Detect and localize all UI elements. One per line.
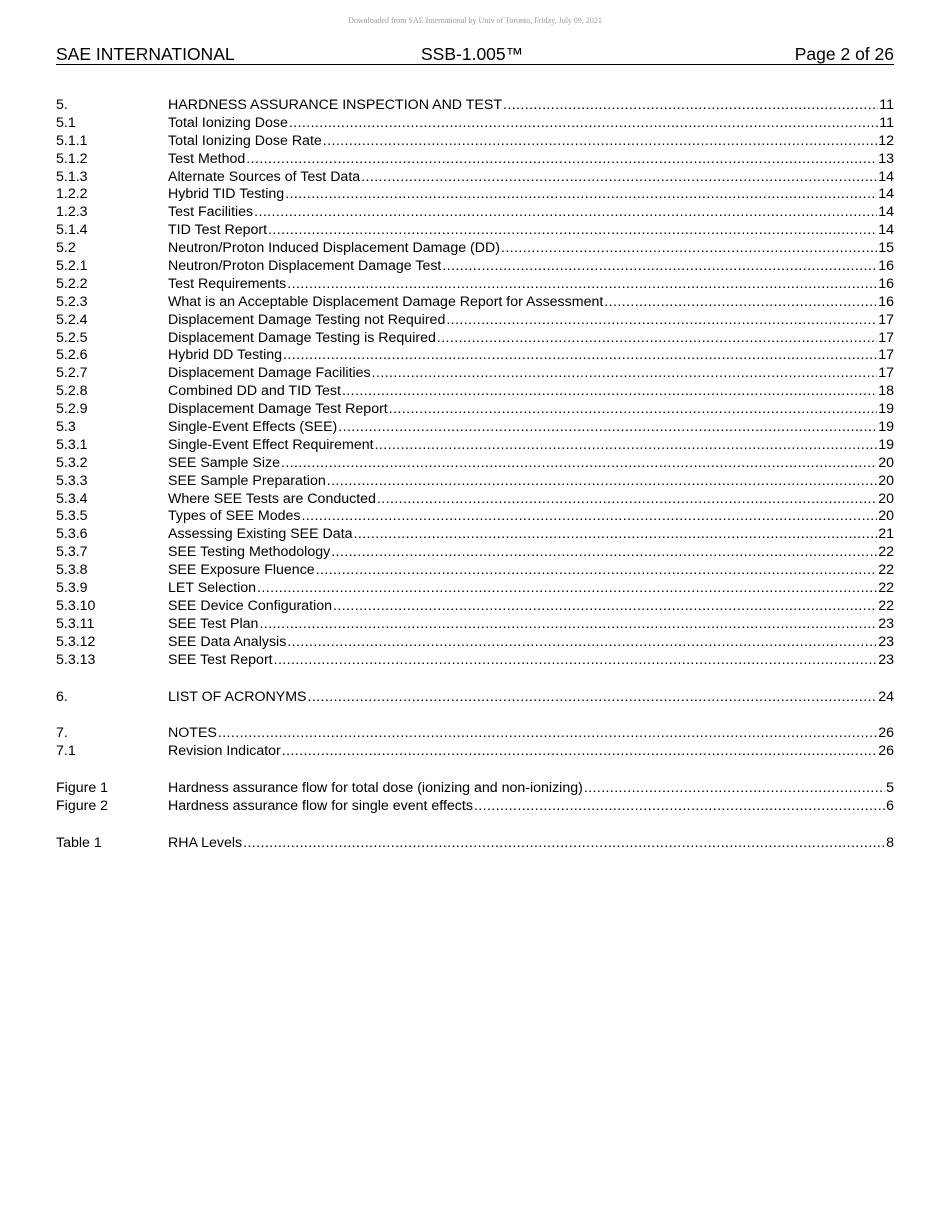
toc-entry-title: SEE Test Report <box>168 651 273 668</box>
toc-entry[interactable] <box>56 133 894 151</box>
toc-entry-page: 14 <box>878 168 894 185</box>
toc-entry-page: 23 <box>878 633 894 650</box>
toc-entry-line <box>168 419 894 437</box>
toc-entry[interactable] <box>56 798 894 816</box>
toc-entry[interactable] <box>56 743 894 761</box>
toc-entry-page: 24 <box>878 688 894 705</box>
toc-entry[interactable] <box>56 491 894 509</box>
toc-dot-leader <box>287 634 877 652</box>
toc-entry-page: 26 <box>878 725 894 742</box>
toc-entry-page: 15 <box>878 240 894 257</box>
toc-entry[interactable] <box>56 312 894 330</box>
toc-dot-leader <box>327 473 877 491</box>
toc-entry-page: 22 <box>878 562 894 579</box>
toc-entry-number: 1.2.3 <box>56 204 88 221</box>
toc-entry-page: 20 <box>878 508 894 525</box>
toc-entry[interactable] <box>56 169 894 187</box>
toc-entry-title: Total Ionizing Dose Rate <box>168 132 322 149</box>
toc-entry[interactable] <box>56 186 894 204</box>
toc-entry-line <box>168 401 894 419</box>
toc-entry-title: SEE Sample Size <box>168 454 280 471</box>
toc-entry-number: 5.3.8 <box>56 562 88 579</box>
toc-entry[interactable] <box>56 347 894 365</box>
toc-entry-page: 20 <box>878 454 894 471</box>
toc-entry-number: 5.3.11 <box>56 615 95 632</box>
toc-entry[interactable] <box>56 562 894 580</box>
toc-entry-title: Neutron/Proton Displacement Damage Test <box>168 258 442 275</box>
toc-entry-page: 16 <box>878 275 894 292</box>
toc-entry-page: 16 <box>878 293 894 310</box>
toc-spacer <box>56 816 894 835</box>
toc-dot-leader <box>442 258 877 276</box>
toc-dot-leader <box>604 294 877 312</box>
toc-entry-line <box>168 383 894 401</box>
toc-entry-line <box>168 97 894 115</box>
toc-entry-line <box>168 455 894 473</box>
toc-entry[interactable] <box>56 115 894 133</box>
toc-entry-number: 5.3.3 <box>56 472 88 489</box>
toc-entry[interactable] <box>56 689 894 707</box>
toc-entry-title: LET Selection <box>168 580 257 597</box>
toc-group-section-7 <box>56 725 894 761</box>
toc-entry-page: 5 <box>886 780 894 797</box>
toc-group-figures <box>56 780 894 816</box>
toc-entry-title: Hybrid TID Testing <box>168 186 285 203</box>
toc-entry-line <box>168 616 894 634</box>
toc-entry-line <box>168 473 894 491</box>
toc-dot-leader <box>259 616 877 634</box>
toc-entry-page: 17 <box>878 329 894 346</box>
toc-entry-page: 18 <box>878 383 894 400</box>
toc-entry-line <box>168 258 894 276</box>
toc-entry-title: Revision Indicator <box>168 743 281 760</box>
toc-dot-leader <box>331 544 877 562</box>
toc-entry[interactable] <box>56 780 894 798</box>
toc-entry-number: 7. <box>56 725 68 742</box>
toc-dot-leader <box>501 240 877 258</box>
toc-entry-line <box>168 186 894 204</box>
toc-entry-line <box>168 240 894 258</box>
toc-entry-line <box>168 330 894 348</box>
toc-entry-title: SEE Sample Preparation <box>168 472 326 489</box>
toc-entry-number: 5.1 <box>56 114 76 131</box>
toc-dot-leader <box>289 115 878 133</box>
toc-group-tables <box>56 835 894 853</box>
toc-entry-number: Figure 1 <box>56 780 109 797</box>
toc-dot-leader <box>316 562 878 580</box>
toc-entry-page: 23 <box>878 651 894 668</box>
toc-entry-number: Table 1 <box>56 834 102 851</box>
toc-dot-leader <box>584 780 885 798</box>
toc-entry-line <box>168 151 894 169</box>
toc-entry-page: 14 <box>878 204 894 221</box>
toc-entry-title: Hybrid DD Testing <box>168 347 283 364</box>
toc-entry[interactable] <box>56 473 894 491</box>
toc-entry-number: 5.3.5 <box>56 508 88 525</box>
toc-entry-number: 5.1.3 <box>56 168 88 185</box>
toc-entry-page: 26 <box>878 743 894 760</box>
toc-entry-title: Types of SEE Modes <box>168 508 301 525</box>
toc-entry-page: 21 <box>878 526 894 543</box>
toc-entry-title: Test Method <box>168 150 246 167</box>
toc-entry-title: Displacement Damage Test Report <box>168 401 388 418</box>
toc-entry-title: Assessing Existing SEE Data <box>168 526 353 543</box>
toc-entry-page: 11 <box>879 97 894 113</box>
toc-entry-title: Displacement Damage Testing not Required <box>168 311 446 328</box>
toc-dot-leader <box>274 652 878 670</box>
toc-entry-line <box>168 204 894 222</box>
toc-entry-page: 6 <box>886 798 894 815</box>
toc-entry[interactable] <box>56 419 894 437</box>
toc-entry[interactable] <box>56 652 894 670</box>
toc-entry-title: Total Ionizing Dose <box>168 114 288 131</box>
download-watermark: Downloaded from SAE International by Univ of Toronto, Friday, July 09, 2021 <box>348 16 602 25</box>
toc-dot-leader <box>282 743 877 761</box>
toc-entry[interactable] <box>56 526 894 544</box>
toc-entry-line <box>168 276 894 294</box>
toc-dot-leader <box>372 365 878 383</box>
toc-entry-title: Single-Event Effect Requirement <box>168 436 374 453</box>
toc-entry-line <box>168 544 894 562</box>
toc-entry-line <box>168 294 894 312</box>
toc-entry-title: NOTES <box>168 725 217 742</box>
toc-entry-number: Figure 2 <box>56 798 109 815</box>
toc-entry-page: 22 <box>878 580 894 597</box>
toc-dot-leader <box>342 383 877 401</box>
toc-dot-leader <box>377 491 877 509</box>
toc-entry-title: SEE Test Plan <box>168 615 259 632</box>
toc-dot-leader <box>287 276 877 294</box>
toc-entry-title: HARDNESS ASSURANCE INSPECTION AND TEST <box>168 97 503 113</box>
toc-entry-number: 5.2.8 <box>56 383 88 400</box>
toc-entry[interactable] <box>56 725 894 743</box>
toc-entry-number: 5.3.6 <box>56 526 88 543</box>
toc-entry[interactable] <box>56 294 894 312</box>
toc-entry-title: SEE Data Analysis <box>168 633 287 650</box>
table-of-contents <box>56 97 894 853</box>
toc-entry-page: 22 <box>878 544 894 561</box>
toc-entry-title: Hardness assurance flow for total dose (ionizing and non-ionizing) <box>168 780 583 797</box>
toc-entry-line <box>168 526 894 544</box>
toc-entry-line <box>168 437 894 455</box>
toc-dot-leader <box>354 526 878 544</box>
toc-entry-title: Neutron/Proton Induced Displacement Damage (DD) <box>168 240 500 257</box>
toc-entry-number: 5.2.6 <box>56 347 88 364</box>
page-header <box>56 44 894 65</box>
toc-entry-page: 17 <box>878 365 894 382</box>
toc-entry-page: 22 <box>878 597 894 614</box>
toc-entry-page: 16 <box>878 258 894 275</box>
header-page-number: Page 2 of 26 <box>794 44 894 64</box>
toc-entry-page: 19 <box>878 401 894 418</box>
toc-entry-title: Alternate Sources of Test Data <box>168 168 361 185</box>
toc-entry-line <box>168 725 894 743</box>
toc-entry-number: 5.3.1 <box>56 436 88 453</box>
toc-entry-line <box>168 835 894 853</box>
toc-entry-number: 5.2.7 <box>56 365 88 382</box>
toc-dot-leader <box>257 580 877 598</box>
toc-entry-number: 5.3.2 <box>56 454 88 471</box>
toc-spacer <box>56 670 894 689</box>
toc-entry-number: 5.1.1 <box>56 132 88 149</box>
toc-entry[interactable] <box>56 437 894 455</box>
toc-spacer <box>56 761 894 780</box>
toc-entry-page: 17 <box>878 347 894 364</box>
toc-dot-leader <box>246 151 877 169</box>
toc-dot-leader <box>285 186 877 204</box>
toc-dot-leader <box>254 204 877 222</box>
toc-entry-number: 5.2.3 <box>56 293 88 310</box>
toc-entry[interactable] <box>56 835 894 853</box>
toc-entry[interactable] <box>56 455 894 473</box>
toc-entry-title: Displacement Damage Testing is Required <box>168 329 436 346</box>
toc-entry-number: 5.3.13 <box>56 651 96 668</box>
toc-entry[interactable] <box>56 240 894 258</box>
toc-entry-number: 5.3.4 <box>56 490 88 507</box>
toc-entry[interactable] <box>56 97 894 115</box>
toc-group-section-6 <box>56 689 894 707</box>
toc-entry-title: Where SEE Tests are Conducted <box>168 490 376 507</box>
toc-entry[interactable] <box>56 365 894 383</box>
toc-entry[interactable] <box>56 580 894 598</box>
toc-entry-line <box>168 365 894 383</box>
toc-dot-leader <box>503 97 878 115</box>
toc-entry-title: Test Requirements <box>168 275 287 292</box>
toc-entry-title: Displacement Damage Facilities <box>168 365 371 382</box>
toc-entry-line <box>168 508 894 526</box>
toc-entry-line <box>168 598 894 616</box>
toc-entry-line <box>168 798 894 816</box>
toc-entry-title: Single-Event Effects (SEE) <box>168 419 338 436</box>
toc-dot-leader <box>361 169 877 187</box>
toc-entry-number: 6. <box>56 688 68 705</box>
toc-entry[interactable] <box>56 276 894 294</box>
toc-entry-page: 19 <box>878 419 894 436</box>
toc-entry-page: 11 <box>879 114 894 131</box>
toc-entry-line <box>168 347 894 365</box>
toc-dot-leader <box>301 508 877 526</box>
toc-entry-title: Hardness assurance flow for single event effects <box>168 798 473 815</box>
toc-entry-number: 5.3.12 <box>56 633 96 650</box>
toc-entry-line <box>168 743 894 761</box>
toc-dot-leader <box>375 437 878 455</box>
toc-entry-line <box>168 491 894 509</box>
toc-entry-line <box>168 133 894 151</box>
toc-dot-leader <box>281 455 877 473</box>
toc-entry-line <box>168 115 894 133</box>
toc-entry-page: 23 <box>878 615 894 632</box>
toc-dot-leader <box>323 133 877 151</box>
toc-entry[interactable] <box>56 330 894 348</box>
toc-entry-number: 5.2.5 <box>56 329 88 346</box>
toc-entry[interactable] <box>56 598 894 616</box>
toc-entry-number: 7.1 <box>56 743 76 760</box>
toc-entry-number: 5.3.9 <box>56 580 88 597</box>
header-organization: SAE INTERNATIONAL <box>56 44 235 64</box>
toc-dot-leader <box>283 347 877 365</box>
toc-entry-page: 20 <box>878 472 894 489</box>
toc-dot-leader <box>308 689 878 707</box>
toc-entry-number: 5.1.2 <box>56 150 88 167</box>
toc-entry[interactable] <box>56 222 894 240</box>
header-document-id: SSB-1.005™ <box>421 44 524 64</box>
toc-entry[interactable] <box>56 616 894 634</box>
toc-entry-number: 5.3.7 <box>56 544 88 561</box>
toc-entry-title: TID Test Report <box>168 222 268 239</box>
toc-entry[interactable] <box>56 508 894 526</box>
toc-entry[interactable] <box>56 204 894 222</box>
toc-dot-leader <box>333 598 877 616</box>
toc-entry-title: What is an Acceptable Displacement Damage Report for Assessment <box>168 293 604 310</box>
toc-entry-page: 19 <box>878 436 894 453</box>
toc-dot-leader <box>474 798 885 816</box>
toc-entry-number: 5.2.4 <box>56 311 88 328</box>
toc-entry-page: 12 <box>878 132 894 149</box>
toc-entry-page: 13 <box>878 150 894 167</box>
toc-entry[interactable] <box>56 258 894 276</box>
toc-entry-number: 5.2.1 <box>56 258 88 275</box>
toc-entry-line <box>168 634 894 652</box>
toc-entry-line <box>168 222 894 240</box>
toc-entry-page: 14 <box>878 186 894 203</box>
toc-dot-leader <box>243 835 885 853</box>
toc-entry-title: Combined DD and TID Test <box>168 383 341 400</box>
toc-entry[interactable] <box>56 401 894 419</box>
toc-entry-title: SEE Testing Methodology <box>168 544 331 561</box>
toc-entry-number: 5.3.10 <box>56 597 96 614</box>
toc-dot-leader <box>268 222 877 240</box>
toc-spacer <box>56 706 894 725</box>
toc-entry-number: 5. <box>56 97 68 113</box>
toc-entry-number: 5.2.2 <box>56 275 88 292</box>
toc-entry-title: LIST OF ACRONYMS <box>168 688 307 705</box>
toc-entry-line <box>168 652 894 670</box>
toc-entry-line <box>168 562 894 580</box>
toc-entry-number: 5.2 <box>56 240 76 257</box>
toc-entry[interactable] <box>56 634 894 652</box>
toc-group-section-5 <box>56 97 894 670</box>
toc-entry-title: RHA Levels <box>168 834 243 851</box>
toc-entry[interactable] <box>56 151 894 169</box>
toc-entry-line <box>168 169 894 187</box>
toc-dot-leader <box>389 401 877 419</box>
toc-entry[interactable] <box>56 544 894 562</box>
toc-dot-leader <box>446 312 877 330</box>
toc-entry-page: 14 <box>878 222 894 239</box>
toc-entry-number: 5.3 <box>56 419 76 436</box>
toc-entry-number: 5.2.9 <box>56 401 88 418</box>
toc-entry-page: 17 <box>878 311 894 328</box>
toc-entry-number: 5.1.4 <box>56 222 88 239</box>
toc-entry-title: SEE Device Configuration <box>168 597 333 614</box>
toc-entry-line <box>168 689 894 707</box>
toc-entry-number: 1.2.2 <box>56 186 88 203</box>
toc-entry-line <box>168 780 894 798</box>
toc-entry-page: 8 <box>886 834 894 851</box>
toc-dot-leader <box>338 419 877 437</box>
toc-entry-line <box>168 580 894 598</box>
toc-entry-page: 20 <box>878 490 894 507</box>
toc-dot-leader <box>437 330 877 348</box>
toc-entry-title: SEE Exposure Fluence <box>168 562 315 579</box>
toc-dot-leader <box>218 725 877 743</box>
toc-entry[interactable] <box>56 383 894 401</box>
toc-entry-title: Test Facilities <box>168 204 254 221</box>
toc-entry-line <box>168 312 894 330</box>
